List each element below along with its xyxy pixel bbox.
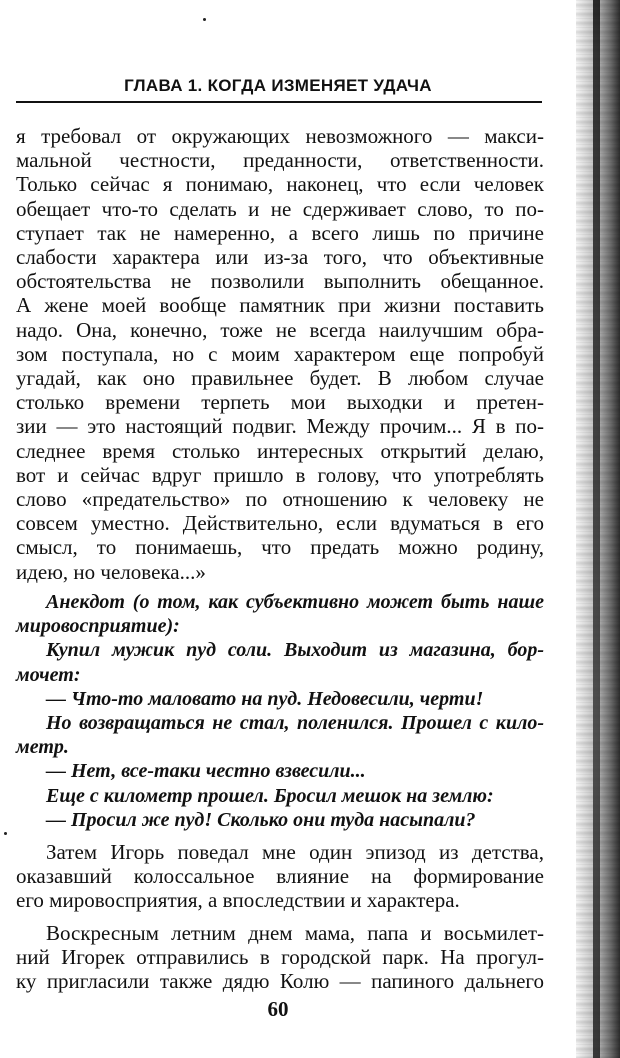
text-line: слабости характера или из-за того, что объективные bbox=[16, 245, 544, 270]
text-line: ний Игорек отправились в городской парк. На прогул- bbox=[16, 944, 544, 969]
anecdote-line: мочет: bbox=[16, 663, 81, 686]
text-line: Затем Игорь поведал мне один эпизод из детства, bbox=[46, 840, 544, 864]
text-line: совсем уместно. Действительно, если вдуматься в его bbox=[16, 511, 544, 536]
text-line: ку пригласили также дядю Колю — папиного дальнего bbox=[16, 969, 544, 994]
text-line: столько времени терпеть мои выходки и претен- bbox=[16, 390, 544, 415]
anecdote-line: Но возвращаться не стал, поленился. Прошел с кило- bbox=[46, 712, 544, 735]
paragraph-2-3 bbox=[16, 840, 544, 993]
text-line: смысл, то понимаешь, что предать можно родину, bbox=[16, 535, 544, 560]
text-line: обещает что-то сделать и не сдерживает слово, то по- bbox=[16, 196, 544, 221]
text-line: Только сейчас я понимаю, наконец, что если человек bbox=[16, 172, 544, 197]
scan-speck bbox=[4, 832, 7, 835]
anecdote-line: мировосприятие): bbox=[16, 615, 180, 638]
text-line: идею, но человека...» bbox=[16, 559, 206, 584]
text-line: оказавший колоссальное влияние на формирование bbox=[16, 864, 544, 889]
anecdote-line: Анекдот (о том, как субъективно может быть наше bbox=[46, 591, 544, 613]
running-head: ГЛАВА 1. КОГДА ИЗМЕНЯЕТ УДАЧА bbox=[124, 76, 432, 95]
text-line: слово «предательство» по отношению к человеку не bbox=[16, 487, 544, 512]
text-line: А жене моей вообще памятник при жизни поставить bbox=[16, 293, 544, 318]
text-line: угадай, как оно правильнее будет. В любом случае bbox=[16, 366, 544, 391]
anecdote-line: метр. bbox=[16, 736, 69, 759]
anecdote-line: — Просил же пуд! Сколько они туда насыпали? bbox=[46, 808, 476, 831]
text-line: вот и сейчас вдруг пришло в голову, что употреблять bbox=[16, 462, 544, 487]
anecdote-line: — Нет, все-таки честно взвесили... bbox=[46, 760, 366, 783]
text-line: я требовал от окружающих невозможного — макси- bbox=[16, 124, 544, 148]
text-line: обстоятельства не позволили выполнить обещанное. bbox=[16, 269, 544, 294]
header-rule bbox=[16, 101, 542, 103]
scan-speck bbox=[203, 18, 206, 21]
paragraph-gap bbox=[16, 913, 544, 921]
page-number: 60 bbox=[267, 997, 289, 1021]
text-line: его мировосприятия, а впоследствии и характера. bbox=[16, 888, 460, 913]
text-line: надо. Она, конечно, тоже не всегда наилучшим обра- bbox=[16, 317, 544, 342]
text-line: следнее время столько интересных открытий делаю, bbox=[16, 438, 544, 463]
anecdote-line: — Что-то маловато на пуд. Недовесили, черти! bbox=[46, 687, 484, 710]
text-line: Воскресным летним днем мама, папа и восьмилет- bbox=[46, 920, 544, 945]
anecdote-block bbox=[16, 590, 544, 832]
text-line: зом поступала, но с моим характером еще попробуй bbox=[16, 341, 544, 366]
text-line: мальной честности, преданности, ответственности. bbox=[16, 148, 544, 173]
page-binding-edge bbox=[593, 0, 600, 1058]
anecdote-line: Купил мужик пуд соли. Выходит из магазина, бор- bbox=[46, 639, 544, 662]
anecdote-line: Еще с километр прошел. Бросил мешок на землю: bbox=[46, 784, 494, 807]
text-line: ступает так не намеренно, а всего лишь по причине bbox=[16, 220, 544, 245]
text-line: зии — это настоящий подвиг. Между прочим... Я в по- bbox=[16, 414, 544, 439]
paragraph-1 bbox=[16, 124, 544, 584]
